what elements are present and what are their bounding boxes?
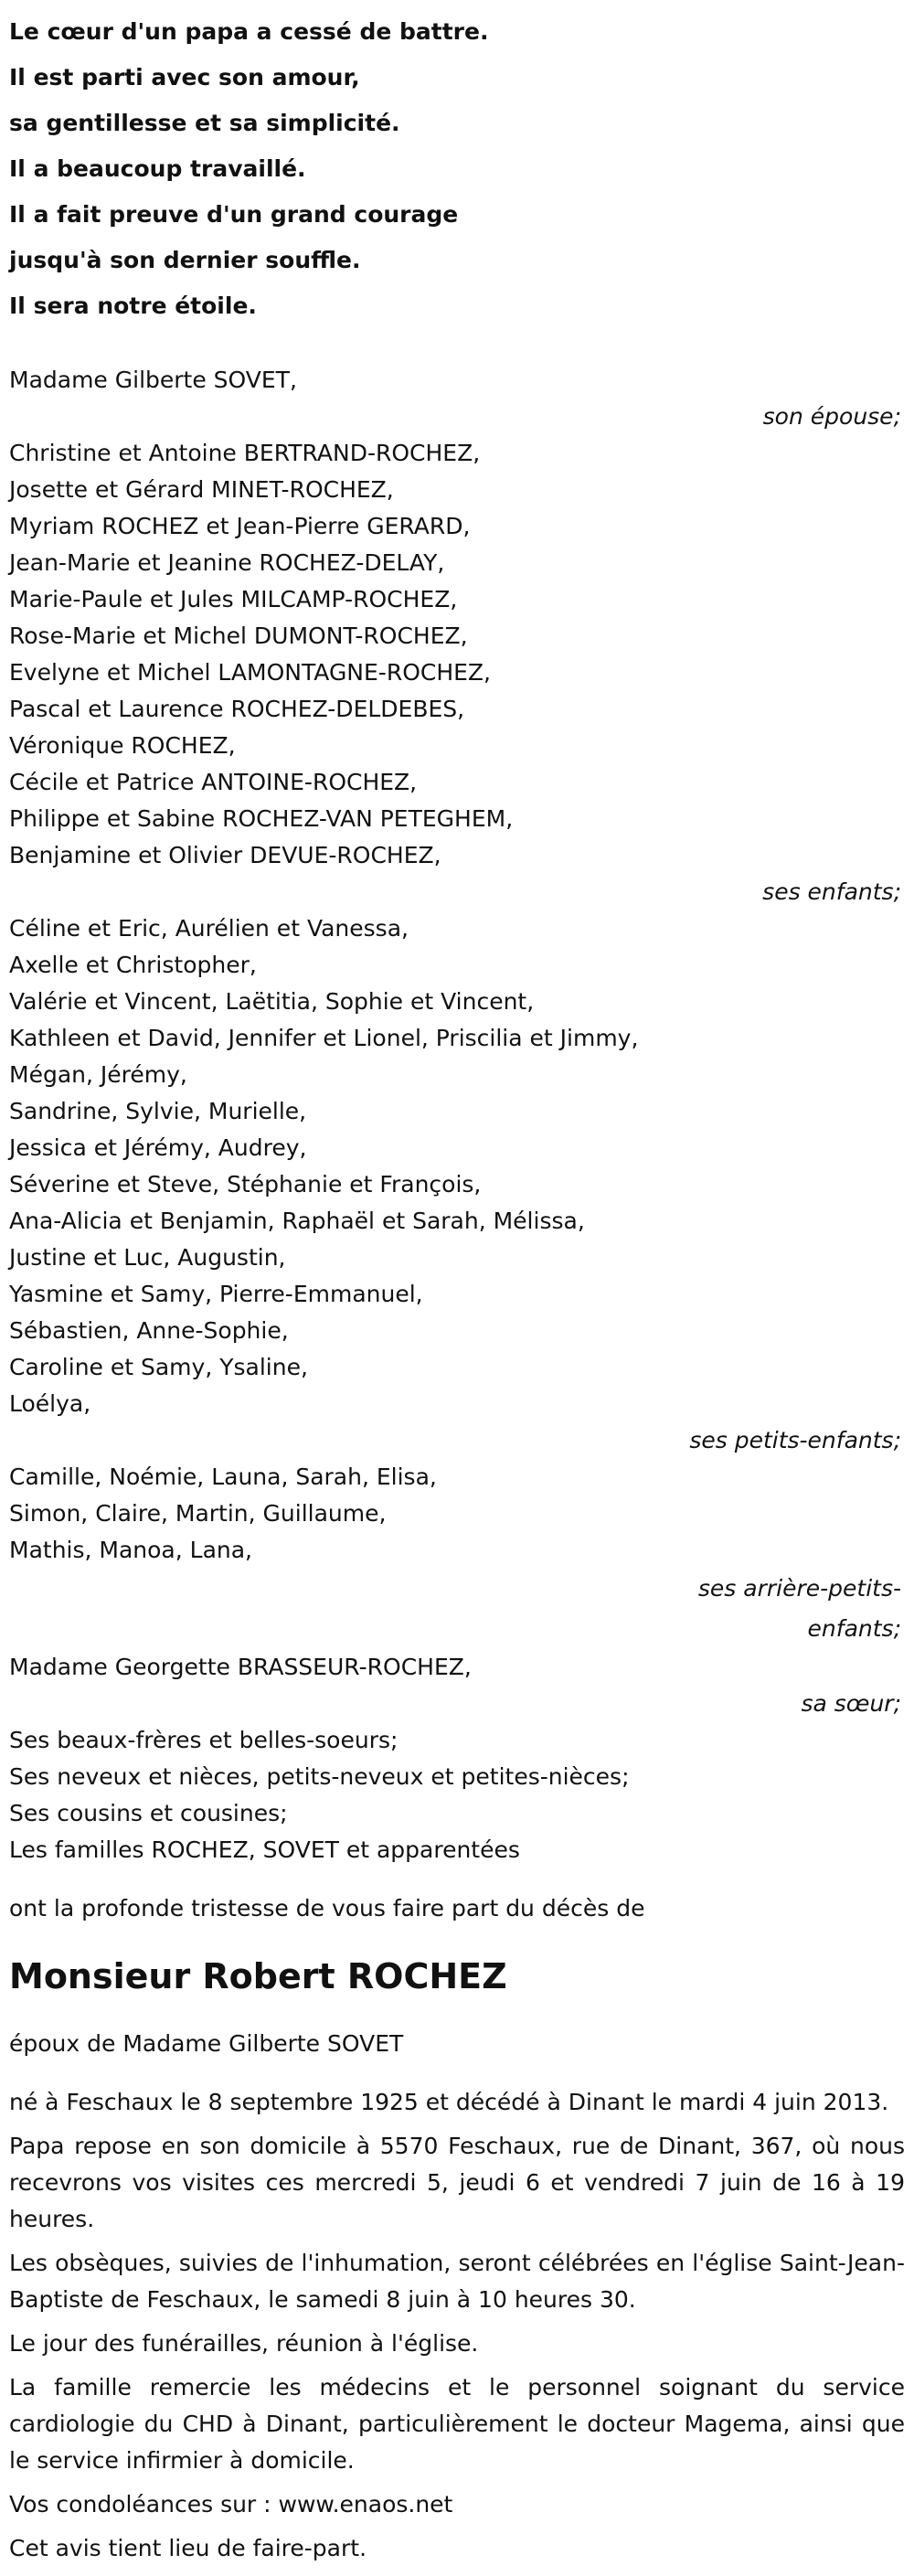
announcement-text: ont la profonde tristesse de vous faire part du décès de xyxy=(9,1895,645,1921)
grandchildren-block xyxy=(9,910,905,1459)
poem xyxy=(9,9,905,329)
child-entry: Myriam ROCHEZ et Jean-Pierre GERARD, xyxy=(9,513,471,539)
visitation-paragraph: Papa repose en son domicile à 5570 Feschaux, rue de Dinant, 367, où nous recevrons vos visites ces mercredi 5, jeudi 6 et vendredi 7 juin de 16 à 19 heures. xyxy=(9,2133,905,2232)
spouse-name: Madame Gilberte SOVET, xyxy=(9,367,297,393)
grandchild-entry: Jessica et Jérémy, Audrey, xyxy=(9,1134,307,1161)
child-entry: Christine et Antoine BERTRAND-ROCHEZ, xyxy=(9,440,481,466)
grandchild-entry: Caroline et Samy, Ysaline, xyxy=(9,1354,308,1380)
poem-line: sa gentillesse et sa simplicité. xyxy=(9,110,400,136)
child-entry: Josette et Gérard MINET-ROCHEZ, xyxy=(9,476,394,503)
poem-line: Il est parti avec son amour, xyxy=(9,64,360,90)
notice-paragraph: Cet avis tient lieu de faire-part. xyxy=(9,2535,367,2561)
grandchildren-role: ses petits-enfants; xyxy=(689,1427,901,1453)
great-grandchild-entry: Simon, Claire, Martin, Guillaume, xyxy=(9,1500,387,1527)
grandchild-entry: Sandrine, Sylvie, Murielle, xyxy=(9,1098,307,1124)
grandchild-entry: Sébastien, Anne-Sophie, xyxy=(9,1317,289,1344)
great-grandchildren-role-line: ses arrière-petits- xyxy=(697,1575,901,1602)
grandchild-entry: Justine et Luc, Augustin, xyxy=(9,1244,286,1271)
sister-block xyxy=(9,1649,905,1722)
child-entry: Philippe et Sabine ROCHEZ-VAN PETEGHEM, xyxy=(9,805,514,832)
child-entry: Pascal et Laurence ROCHEZ-DELDEBES, xyxy=(9,696,465,722)
great-grandchild-entry: Mathis, Manoa, Lana, xyxy=(9,1537,253,1563)
great-grandchild-entry: Camille, Noémie, Launa, Sarah, Elisa, xyxy=(9,1464,437,1490)
great-grandchildren-role-line: enfants; xyxy=(807,1615,901,1642)
funeral-paragraph: Les obsèques, suivies de l'inhumation, seront célébrées en l'église Saint-Jean-Baptiste de Feschaux, le samedi 8 juin à 10 heures 30. xyxy=(9,2250,905,2313)
grandchild-entry: Céline et Eric, Aurélien et Vanessa, xyxy=(9,915,409,942)
poem-line: Le cœur d'un papa a cessé de battre. xyxy=(9,18,489,45)
gathering-paragraph: Le jour des funérailles, réunion à l'église. xyxy=(9,2330,479,2357)
spouse-role: son épouse; xyxy=(762,403,901,430)
grandchild-entry: Ana-Alicia et Benjamin, Raphaël et Sarah, Mélissa, xyxy=(9,1208,585,1234)
grandchild-entry: Valérie et Vincent, Laëtitia, Sophie et Vincent, xyxy=(9,988,535,1015)
extended-family-entry: Ses beaux-frères et belles-soeurs; xyxy=(9,1727,399,1753)
poem-line: jusqu'à son dernier souffle. xyxy=(9,247,361,273)
sister-role: sa sœur; xyxy=(801,1690,901,1717)
sister-name: Madame Georgette BRASSEUR-ROCHEZ, xyxy=(9,1654,472,1680)
condolences-paragraph: Vos condoléances sur : www.enaos.net xyxy=(9,2491,453,2517)
child-entry: Cécile et Patrice ANTOINE-ROCHEZ, xyxy=(9,769,418,795)
poem-line: Il sera notre étoile. xyxy=(9,293,257,319)
grandchild-entry: Séverine et Steve, Stéphanie et François, xyxy=(9,1171,482,1198)
birth-death-paragraph: né à Feschaux le 8 septembre 1925 et décédé à Dinant le mardi 4 juin 2013. xyxy=(9,2089,889,2115)
child-entry: Evelyne et Michel LAMONTAGNE-ROCHEZ, xyxy=(9,659,492,686)
deceased-spouse-line: époux de Madame Gilberte SOVET xyxy=(9,2030,404,2057)
grandchild-entry: Kathleen et David, Jennifer et Lionel, Priscilia et Jimmy, xyxy=(9,1025,639,1051)
deceased-name: Monsieur Robert ROCHEZ xyxy=(9,1956,507,1996)
child-entry: Benjamine et Olivier DEVUE-ROCHEZ, xyxy=(9,842,441,868)
child-entry: Jean-Marie et Jeanine ROCHEZ-DELAY, xyxy=(9,549,445,576)
grandchild-entry: Mégan, Jérémy, xyxy=(9,1061,187,1088)
great-grandchildren-block xyxy=(9,1459,905,1649)
extended-family-entry: Ses neveux et nièces, petits-neveux et petites-nièces; xyxy=(9,1763,630,1790)
poem-line: Il a fait preuve d'un grand courage xyxy=(9,201,459,228)
thanks-paragraph: La famille remercie les médecins et le personnel soignant du service cardiologie du CHD à Dinant, particulièrement le docteur Magema, ainsi que le service infirmier à domicile. xyxy=(9,2374,905,2474)
obituary-notice xyxy=(9,0,905,2574)
child-entry: Marie-Paule et Jules MILCAMP-ROCHEZ, xyxy=(9,586,458,612)
children-block xyxy=(9,435,905,910)
extended-family-block xyxy=(9,1722,905,1868)
grandchild-entry: Axelle et Christopher, xyxy=(9,952,257,978)
spouse-block xyxy=(9,362,905,435)
grandchild-entry: Loélya, xyxy=(9,1390,91,1417)
child-entry: Véronique ROCHEZ, xyxy=(9,732,236,759)
grandchild-entry: Yasmine et Samy, Pierre-Emmanuel, xyxy=(9,1281,423,1307)
children-role: ses enfants; xyxy=(762,878,901,905)
child-entry: Rose-Marie et Michel DUMONT-ROCHEZ, xyxy=(9,623,468,649)
extended-family-entry: Ses cousins et cousines; xyxy=(9,1800,288,1826)
great-grandchildren-role xyxy=(664,1569,905,1649)
extended-family-entry: Les familles ROCHEZ, SOVET et apparentées xyxy=(9,1836,520,1863)
poem-line: Il a beaucoup travaillé. xyxy=(9,155,306,182)
